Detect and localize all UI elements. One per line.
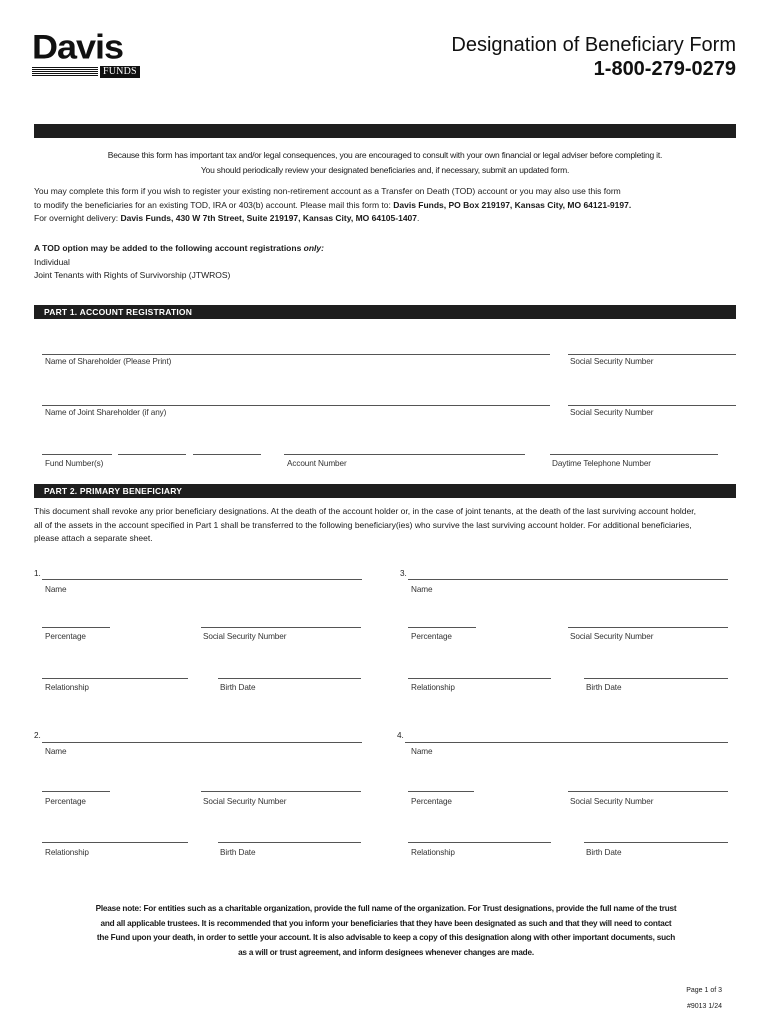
please-note [58,902,714,960]
beneficiary-4-birthdate-label: Birth Date [586,848,622,857]
shareholder-name-field[interactable] [42,354,550,355]
beneficiary-4-relationship-field[interactable] [408,842,551,843]
beneficiary-1-birthdate-label: Birth Date [220,683,256,692]
part2-header: PART 2. PRIMARY BENEFICIARY [34,484,736,498]
tod-heading-text: A TOD option may be added to the following account registrations [34,243,302,253]
beneficiary-3-birthdate-field[interactable] [584,678,728,679]
notice-line-2: You should periodically review your designated beneficiaries and, if necessary, submit an updated form. [200,165,570,175]
beneficiary-1-name-field[interactable] [42,579,362,580]
beneficiary-3-relationship-label: Relationship [411,683,455,692]
tod-heading [34,242,736,256]
part2-desc-line-2: all of the assets in the account specified in Part 1 shall be transferred to the following beneficiary(ies) who survive the last surviving account holder. For additional beneficiaries, [34,519,692,530]
tod-heading-emphasis: only: [303,243,324,253]
beneficiary-3-name-field[interactable] [408,579,728,580]
beneficiary-4-birthdate-field[interactable] [584,842,728,843]
beneficiary-2-ssn-field[interactable] [201,791,361,792]
note-line-4: as a will or trust agreement, and inform designees whenever changes are made. [238,947,534,957]
beneficiary-2-birthdate-field[interactable] [218,842,361,843]
page-number: Page 1 of 3 [686,987,722,994]
ssn-label-2: Social Security Number [570,408,654,417]
intro-line-3-text: For overnight delivery: [34,213,119,223]
logo-subtext: FUNDS [100,66,140,78]
intro-line-3-end: . [417,213,420,223]
mail-address: Davis Funds, PO Box 219197, Kansas City, MO 64121-9197. [393,199,632,210]
intro-line-1: You may complete this form if you wish to register your existing non-retirement account as a Transfer on Death (TOD) account or you may also use this form [34,186,621,196]
beneficiary-2-name-label: Name [45,747,67,756]
note-line-1: Please note: For entities such as a charitable organization, provide the full name of the organization. For Trust designations, provide the full name of the trust [95,904,677,913]
tod-options [34,242,736,283]
beneficiary-1-number: 1. [34,569,41,578]
beneficiary-4-name-field[interactable] [405,742,728,743]
beneficiary-4-ssn-label: Social Security Number [570,797,654,806]
intro-line-3 [34,212,736,226]
account-number-field[interactable] [284,454,525,455]
beneficiary-3-birthdate-label: Birth Date [586,683,622,692]
intro-paragraph [34,185,736,226]
beneficiary-4-ssn-field[interactable] [568,791,728,792]
overnight-address: Davis Funds, 430 W 7th Street, Suite 219197, Kansas City, MO 64105-1407 [120,213,417,223]
beneficiary-3-number: 3. [400,569,407,578]
logo-stripes [32,67,98,77]
beneficiary-4-percentage-field[interactable] [408,791,474,792]
beneficiary-4-number: 4. [397,731,404,740]
fund-number-field-1[interactable] [42,454,112,455]
beneficiary-3-percentage-label: Percentage [411,632,452,641]
joint-shareholder-label: Name of Joint Shareholder (if any) [45,408,167,417]
header-divider-bar [34,124,736,138]
joint-shareholder-field[interactable] [42,405,550,406]
ssn-field-1[interactable] [568,354,736,355]
beneficiary-2-relationship-label: Relationship [45,848,89,857]
daytime-phone-label: Daytime Telephone Number [552,459,651,468]
form-id: #9013 1/24 [686,1003,722,1010]
beneficiary-3-ssn-field[interactable] [568,627,728,628]
beneficiary-1-percentage-field[interactable] [42,627,110,628]
fund-number-field-2[interactable] [118,454,186,455]
note-line-3: the Fund upon your death, in order to settle your account. It is also advisable to keep a copy of this designation along with other important documents, such [96,933,676,942]
form-title: Designation of Beneficiary Form [451,34,736,56]
intro-line-2-text: to modify the beneficiaries for an existing TOD, IRA or 403(b) account. Please mail this form to: [34,199,391,210]
beneficiary-4-percentage-label: Percentage [411,797,452,806]
tod-option-individual: Individual [34,256,70,267]
beneficiary-1-ssn-field[interactable] [201,627,361,628]
beneficiary-1-ssn-label: Social Security Number [203,632,287,641]
notice-line-1: Because this form has important tax and/or legal consequences, you are encouraged to consult with your own financial or legal adviser before completing it. [107,150,663,160]
tod-option-jtwros: Joint Tenants with Rights of Survivorship (JTWROS) [34,270,231,280]
beneficiary-1-name-label: Name [45,585,67,594]
ssn-label-1: Social Security Number [570,357,654,366]
fund-number-field-3[interactable] [193,454,261,455]
phone-number: 1-800-279-0279 [593,58,736,80]
beneficiary-2-percentage-field[interactable] [42,791,110,792]
part1-header: PART 1. ACCOUNT REGISTRATION [34,305,736,319]
beneficiary-2-percentage-label: Percentage [45,797,86,806]
part2-desc-line-1: This document shall revoke any prior beneficiary designations. At the death of the account holder or, in the case of joint tenants, at the death of the last surviving account holder, [34,506,696,516]
beneficiary-1-birthdate-field[interactable] [218,678,361,679]
note-line-2: and all applicable trustees. It is recommended that you inform your beneficiaries that they have been designated as such and that they will need to contact [100,918,672,928]
beneficiary-2-ssn-label: Social Security Number [203,797,287,806]
beneficiary-1-percentage-label: Percentage [45,632,86,641]
ssn-field-2[interactable] [568,405,736,406]
beneficiary-3-name-label: Name [411,585,433,594]
account-number-label: Account Number [287,459,347,468]
daytime-phone-field[interactable] [550,454,718,455]
beneficiary-1-relationship-field[interactable] [42,678,188,679]
davis-funds-logo [32,27,140,81]
beneficiary-4-relationship-label: Relationship [411,848,455,857]
logo-text: Davis [32,27,124,66]
part2-desc-line-3: please attach a separate sheet. [34,533,153,543]
beneficiary-2-name-field[interactable] [42,742,362,743]
beneficiary-1-relationship-label: Relationship [45,683,89,692]
beneficiary-2-birthdate-label: Birth Date [220,848,256,857]
beneficiary-4-name-label: Name [411,747,433,756]
beneficiary-2-number: 2. [34,731,41,740]
beneficiary-3-ssn-label: Social Security Number [570,632,654,641]
beneficiary-2-relationship-field[interactable] [42,842,188,843]
intro-line-2 [34,199,736,213]
fund-number-label: Fund Number(s) [45,459,104,468]
shareholder-name-label: Name of Shareholder (Please Print) [45,357,172,366]
part2-description [34,505,736,546]
beneficiary-3-percentage-field[interactable] [408,627,476,628]
beneficiary-3-relationship-field[interactable] [408,678,551,679]
